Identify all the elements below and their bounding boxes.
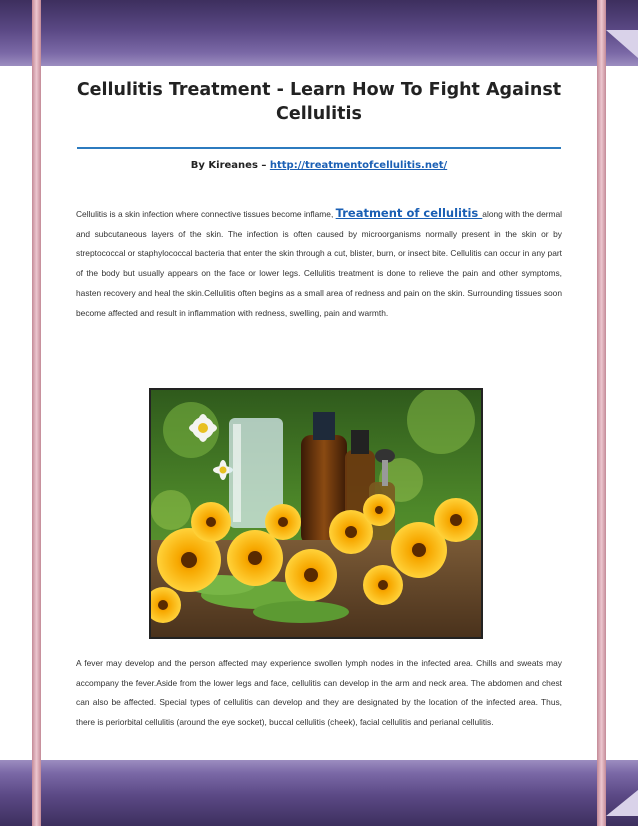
treatment-link[interactable]: Treatment of cellulitis (335, 206, 483, 220)
byline-author: By Kireanes – (190, 160, 270, 171)
corner-fold-bottom (606, 790, 638, 816)
page-title: Cellulitis Treatment - Learn How To Fight Against Cellulitis (76, 80, 562, 124)
title-divider (77, 147, 561, 149)
paragraph-intro-start: Cellulitis is a skin infection where connective tissues become inflame, (76, 209, 336, 219)
herbal-remedy-photo (149, 388, 483, 639)
byline (41, 160, 597, 171)
paragraph-intro-rest: along with the dermal and subcutaneous layers of the skin. The infection is often caused by microorganisms normally present in the skin or by streptococcal or staphylococcal bacteria that enter the skin through a cut, blister, burn, or insect bite. Cellulitis can occur in any part of the body but usually appears on the face or lower legs. Cellulitis treatment is done to relieve the pain and other symptoms, hasten recovery and heal the skin.Cellulitis often begins as a small area of redness and pain on the skin. Surrounding tissues soon become affected and result in inflammation with redness, swelling, pain and warmth. (76, 209, 563, 318)
right-accent-bar (597, 0, 606, 826)
footer-band (0, 760, 638, 826)
paragraph-symptoms: A fever may develop and the person affected may experience swollen lymph nodes in the infected area. Chills and sweats may accompany the fever.Aside from the lower legs and face, cellulitis can develop in the arm and neck area. The abdomen and chest can also be affected. Special types of cellulitis can develop and they are designated by the location of the infected area. Thus, there is periorbital cellulitis (around the eye socket), buccal cellulitis (cheek), facial cellulitis and perianal cellulitis. (76, 658, 562, 728)
paragraph-intro (76, 204, 562, 323)
document-page (41, 66, 597, 760)
byline-link[interactable]: http://treatmentofcellulitis.net/ (269, 160, 448, 171)
header-band (0, 0, 638, 66)
corner-fold-top (606, 30, 638, 58)
left-accent-bar (32, 0, 41, 826)
